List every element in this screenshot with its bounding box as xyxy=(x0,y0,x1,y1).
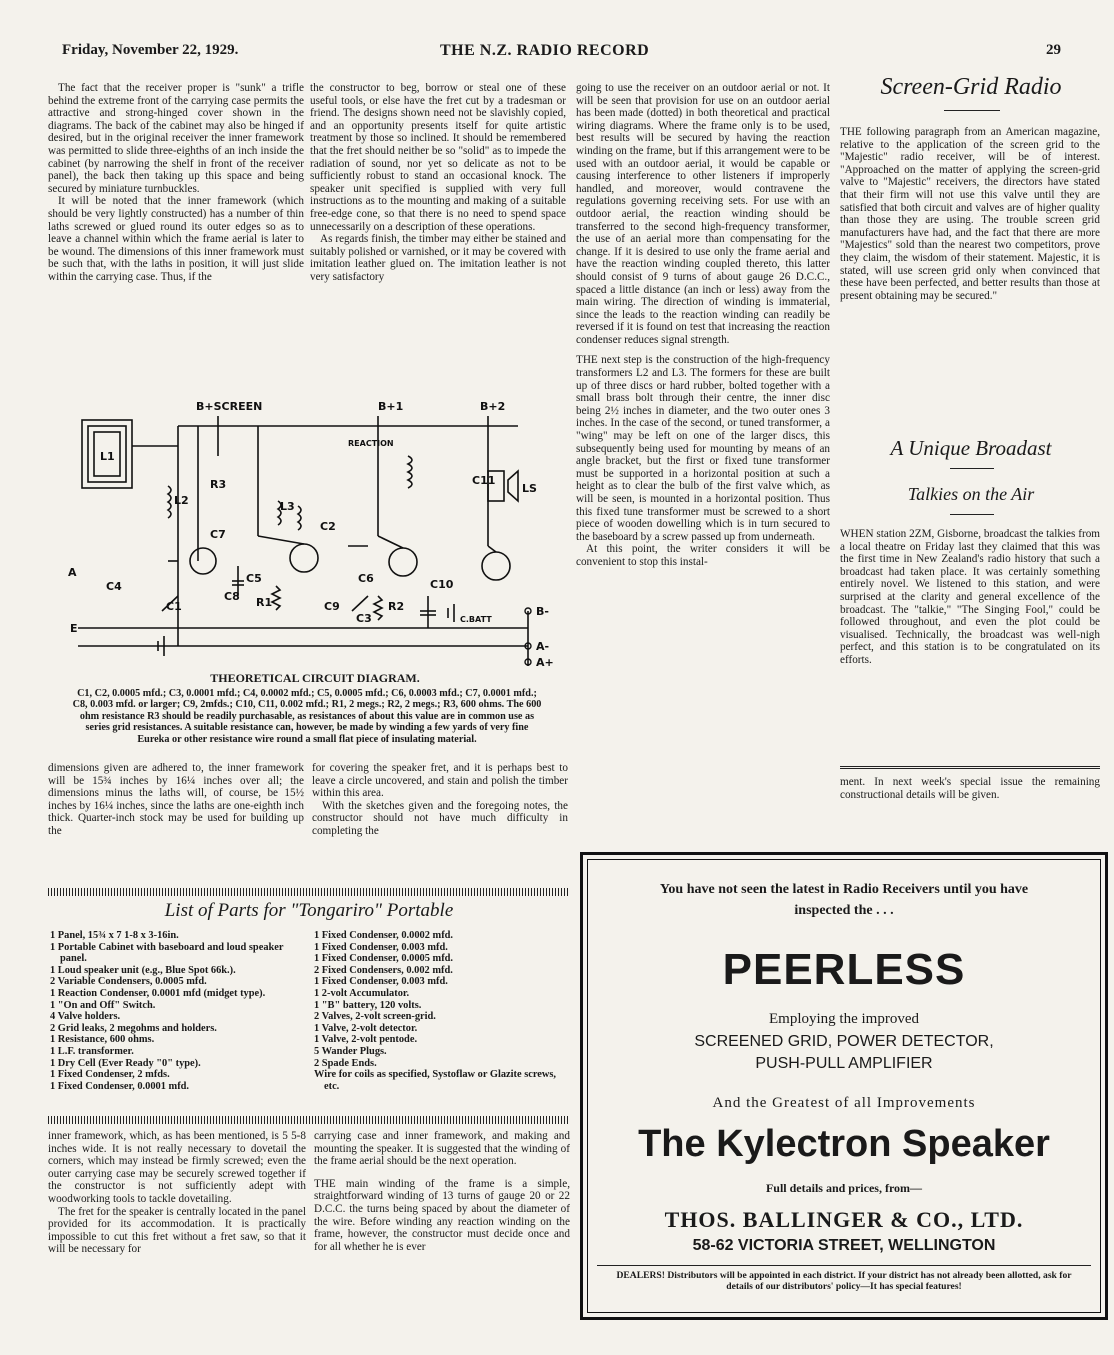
label-c4: C4 xyxy=(106,580,122,593)
list-item: 1 2-volt Accumulator. xyxy=(314,987,410,999)
list-item: 1 L.F. transformer. xyxy=(50,1045,134,1057)
label-a: A xyxy=(68,566,77,579)
label-b1: B+1 xyxy=(378,400,404,413)
label-l2: L2 xyxy=(174,494,189,507)
paragraph: THE next step is the construction of the high-frequency transformers L2 and L3. The formers for these are built up of three discs or hard rubber, bolted together with a small brass bolt through their centre, the inner disc being 2½ inches in diameter, and the two outer ones 3 inches. In the case of the second, or tuned transformer, a "wing" may be left on one of the larger discs, this subsequently being used for mounting by means of an angle bracket, but the first or fixed tune transformer must be supported in a horizontal position at such a height as to clear the bulb of the first valve which, as will be seen, is mounted in a horizontal position. Thus this fixed tune transformer must be screwed to a short piece of wooden dowelling which is in turn secured to the baseboard by a screw passed up from underneath. xyxy=(576,354,830,543)
article-continuation xyxy=(840,776,1100,836)
list-item: 1 Loud speaker unit (e.g., Blue Spot 66k.). xyxy=(50,964,236,976)
hatched-rule xyxy=(48,1116,570,1124)
label-c3: C3 xyxy=(356,612,372,625)
label-c2: C2 xyxy=(320,520,336,533)
article-col3 xyxy=(576,82,830,802)
ad-greatest: And the Greatest of all Improvements xyxy=(712,1095,976,1111)
issue-date: Friday, November 22, 1929. xyxy=(62,42,239,58)
list-item: 1 Dry Cell (Ever Ready "0" type). xyxy=(50,1057,201,1069)
ad-address: 58-62 VICTORIA STREET, WELLINGTON xyxy=(692,1237,996,1254)
list-item: 2 Valves, 2-volt screen-grid. xyxy=(314,1011,436,1023)
paragraph: going to use the receiver on an outdoor aerial or not. It will be seen that provision for use on an outdoor aerial has been made (dotted) in both theoretical and practical wiring diagrams. Where the frame only is to be used, best results will be secured by having the reaction winding on the frame, but if this arrangement were to be used with an outdoor aerial, it would be capable or causing interference to other listeners if improperly handled, and moreover, would contravene the regulations governing receiving sets. For use with an outdoor aerial, the reaction winding should be transferred to the second high-frequency transformer, the use of an aerial more than compensating for the change. If it is desired to use only the frame aerial and have the reaction winding coupled thereto, this latter should consist of 9 turns of about gauge 26 D.C.C., spaced a little distance (an inch or less) away from the main wiring. The direction of winding is immaterial, since the leads to the reaction winding can readily be reversed if it is found on test that increasing the reaction condenser reduces signal strength. xyxy=(576,82,830,346)
hatched-rule xyxy=(48,888,570,896)
list-item: 2 Spade Ends. xyxy=(314,1057,377,1069)
ad-details: Full details and prices, from— xyxy=(765,1181,923,1195)
list-item: 1 "On and Off" Switch. xyxy=(50,999,156,1011)
paragraph: ment. In next week's special issue the remaining constructional details will be given. xyxy=(840,776,1100,801)
label-c6: C6 xyxy=(358,572,374,585)
page-number: 29 xyxy=(1046,42,1061,58)
paragraph: It will be noted that the inner framework (which should be very lightly constructed) has a number of thin laths screwed or glued round its outer edges so as to leave a channel within which the frame aerial is later to be wound. The dimensions of this inner framework must be such that, with the laths in position, it will just slide within the carrying case. Thus, if the xyxy=(48,195,304,283)
list-item: 1 Fixed Condenser, 0.0005 mfd. xyxy=(314,953,454,965)
label-c8: C8 xyxy=(224,590,240,603)
paragraph: for covering the speaker fret, and it is perhaps best to leave a circle uncovered, and stain and polish the timber within this area. xyxy=(312,762,568,800)
label-a-plus: A+ xyxy=(536,656,554,668)
label-c10: C10 xyxy=(430,578,454,591)
label-cbatt: C.BATT xyxy=(460,615,492,624)
list-item: 1 Valve, 2-volt pentode. xyxy=(314,1034,418,1046)
article-col2-bottom xyxy=(314,1130,570,1326)
list-item: 1 Panel, 15¾ x 7 1-8 x 3-16in. xyxy=(50,930,179,941)
list-item: 1 Fixed Condenser, 0.0002 mfd. xyxy=(314,930,454,941)
paragraph: THE following paragraph from an American magazine, relative to the application of the screen grid to the "Majestic" radio receiver, will be of interest. "Approached on the matter of applying the screen-grid valve to "Majestic" receivers, the directors have stated that their firm will not use this valve until they are satisfied that both circuit and valves are of higher quality than those they are using. The trouble screen grid manufacturers have had, and the fact that there are more "Majestics" sold than the nearest two competitors, prove they claim, the wisdom of their statement. Majestic, it is stated, will use screen grid only when convinced that these have been perfected, and better results than those at present obtaining may be secured." xyxy=(840,126,1100,302)
label-reaction: REACTION xyxy=(348,439,394,448)
label-r3: R3 xyxy=(210,478,227,491)
broadcast-title: A Unique Broadast xyxy=(890,436,1052,460)
parts-list-title: List of Parts for "Tongariro" Portable xyxy=(164,900,454,921)
label-b2: B+2 xyxy=(480,400,506,413)
paragraph: As regards finish, the timber may either be stained and suitably polished or varnished, or it may be covered with imitation leather glued on. The imitation leather is not very satisfactory xyxy=(310,233,566,283)
label-r1: R1 xyxy=(256,596,273,609)
ad-employing: Employing the improved xyxy=(769,1011,919,1027)
list-item: 2 Variable Condensers, 0.0005 mfd. xyxy=(50,976,207,988)
ad-dealers-note: DEALERS! Distributors will be appointed in each district. If your district has not already been allotted, ask for details of our distributors' policy—It has special features! xyxy=(616,1270,1072,1292)
list-item: 2 Grid leaks, 2 megohms and holders. xyxy=(50,1022,217,1034)
list-item: 5 Wander Plugs. xyxy=(314,1045,387,1057)
label-a-minus: A- xyxy=(536,640,550,653)
paragraph: WHEN station 2ZM, Gisborne, broadcast the talkies from a local theatre on Friday last they claimed that this was the first time in New Zealand's radio history that such a broadcast had taken place. It was certainly something entirely novel. We listened to this station, and were surprised at the clarity and general excellence of the broadcast. The "talkie," "The Singing Fool," could be followed throughout, and even the plot could be visualised. Technically, the broadcast was well-nigh perfect, and this station is to be congratulated on its efforts. xyxy=(840,528,1100,666)
masthead: THE N.Z. RADIO RECORD xyxy=(440,42,650,59)
broadcast-body xyxy=(840,528,1100,764)
paragraph: inner framework, which, as has been mentioned, is 5 5-8 inches wide. It is not really necessary to dovetail the corners, which may instead be firmly screwed; even the outer carrying case may be securely screwed together if the constructor is not sufficiently adept with woodworking tools to tackle dovetailing. xyxy=(48,1130,306,1205)
list-item: 1 Fixed Condenser, 0.003 mfd. xyxy=(314,976,448,988)
label-c1: C1 xyxy=(166,600,182,613)
divider xyxy=(950,514,994,515)
peerless-advertisement xyxy=(580,852,1108,1320)
ad-company: THOS. BALLINGER & CO., LTD. xyxy=(664,1207,1024,1232)
label-l1: L1 xyxy=(100,450,115,463)
paragraph: the constructor to beg, borrow or steal one of these useful tools, or else have the fret cut by a tradesman or friend. The designs shown need not be slavishly copied, and an opportunity presents itself for quite artistic treatment by those so inclined. It should be remembered that the fret should neither be so "solid" as to impede the radiation of sound, nor yet so delicate as not to be sufficiently robust to stand an occasional knock. The speaker unit specified is supplied with very full instructions as to the mounting and making of a suitable free-edge cone, so that there is no need to spend space unnecessarily on a description of these operations. xyxy=(310,82,566,233)
broadcast-subtitle: Talkies on the Air xyxy=(907,484,1035,504)
label-c5: C5 xyxy=(246,572,262,585)
ad-features-2: PUSH-PULL AMPLIFIER xyxy=(755,1055,933,1072)
ad-brand: PEERLESS xyxy=(722,945,966,994)
divider xyxy=(597,1265,1091,1266)
list-item: 1 Reaction Condenser, 0.0001 mfd (midget type). xyxy=(50,987,266,999)
label-c7: C7 xyxy=(210,528,226,541)
article-col1-bottom xyxy=(48,1130,306,1326)
label-r2: R2 xyxy=(388,600,405,613)
list-item: 1 Fixed Condenser, 2 mfds. xyxy=(50,1069,170,1081)
ad-intro: You have not seen the latest in Radio Receivers until you have inspected the . . . xyxy=(659,882,1029,918)
divider xyxy=(950,468,994,469)
label-ls: LS xyxy=(522,482,537,495)
label-b-screen: B+SCREEN xyxy=(196,400,263,413)
paragraph: dimensions given are adhered to, the inner framework will be 15¾ inches by 16¼ inches over all; the dimensions minus the laths will, of course, be 15½ inches by 16¼ inches, since the laths are one-eighth inch thick. Quarter-inch stock may be used for building up the xyxy=(48,762,304,837)
diagram-caption-title: THEORETICAL CIRCUIT DIAGRAM. xyxy=(210,671,420,685)
list-item: Wire for coils as specified, Systoflaw or Glazite screws, etc. xyxy=(314,1069,557,1092)
list-item: 1 Fixed Condenser, 0.0001 mfd. xyxy=(50,1080,190,1092)
parts-list-left xyxy=(50,930,308,1092)
list-item: 1 Resistance, 600 ohms. xyxy=(50,1034,155,1046)
paragraph: THE main winding of the frame is a simple, straightforward winding of 13 turns of gauge 20 or 22 D.C.C. the turns being spaced by about the diameter of the wire. Before winding any reaction winding on the frame, however, the constructor must decide once and for all whether he is ever xyxy=(314,1177,570,1253)
article-col1 xyxy=(48,82,304,394)
label-c9: C9 xyxy=(324,600,340,613)
list-item: 1 Valve, 2-volt detector. xyxy=(314,1022,418,1034)
screen-grid-body xyxy=(840,126,1100,416)
screen-grid-title: Screen-Grid Radio xyxy=(880,74,1062,100)
parts-list-right xyxy=(314,930,570,1092)
article-col2-continued xyxy=(312,762,568,886)
label-l3: L3 xyxy=(280,500,295,513)
paragraph: The fact that the receiver proper is "sunk" a trifle behind the extreme front of the carrying case permits the attractive and strong-hinged cover shown in the diagrams. The back of the cabinet may also be hinged if desired, but in the original receiver the inner framework was permitted to slide three-eighths of an inch inside the cabinet (by narrowing the shelf in front of the receiver panel), the back then taking up this space and being secured by miniature turnbuckles. xyxy=(48,82,304,195)
article-col2 xyxy=(310,82,566,394)
list-item: 1 Fixed Condenser, 0.003 mfd. xyxy=(314,941,448,953)
label-c11: C11 xyxy=(472,474,496,487)
list-item: 2 Fixed Condensers, 0.002 mfd. xyxy=(314,964,453,976)
list-item: 1 "B" battery, 120 volts. xyxy=(314,999,422,1011)
ad-speaker: The Kylectron Speaker xyxy=(638,1123,1050,1165)
paragraph: carrying case and inner framework, and making and mounting the speaker. It is suggested that the winding of the frame aerial should be the next operation. xyxy=(314,1130,570,1168)
diagram-caption-body: C1, C2, 0.0005 mfd.; C3, 0.0001 mfd.; C4, 0.0002 mfd.; C5, 0.0005 mfd.; C6, 0.0003 mfd.; C7, 0.0001 mfd.; C8, 0.003 mfd. or larger; C9, 2mfds.; C10, C11, 0.002 mfd.; R1, 2 megs.; R2, 2 megs.; R3, 600 ohms. The 600 ohm resistance R3 should be readily purchasable, as resistances of about this value are in common use as series grid resistances. A suitable resistance can, however, be made by winding a few yards of very fine Eureka or other resistance wire round a small flat piece of insulating material. xyxy=(72,688,542,745)
article-col1-continued xyxy=(48,762,304,886)
paragraph: At this point, the writer considers it will be convenient to stop this instal- xyxy=(576,543,830,568)
label-e: E xyxy=(70,622,78,635)
label-b-minus: B- xyxy=(536,605,549,618)
ad-features-1: SCREENED GRID, POWER DETECTOR, xyxy=(694,1033,994,1050)
divider xyxy=(944,110,1000,111)
divider xyxy=(840,766,1100,769)
list-item: 1 Portable Cabinet with baseboard and loud speaker panel. xyxy=(50,941,284,965)
paragraph: With the sketches given and the foregoing notes, the constructor should not have much difficulty in completing the xyxy=(312,799,568,837)
paragraph: The fret for the speaker is centrally located in the panel provided for its accommodation. It is practically impossible to cut this fret without a fret saw, so that it will be necessary for xyxy=(48,1205,306,1256)
list-item: 4 Valve holders. xyxy=(50,1011,121,1023)
circuit-diagram xyxy=(48,396,572,668)
